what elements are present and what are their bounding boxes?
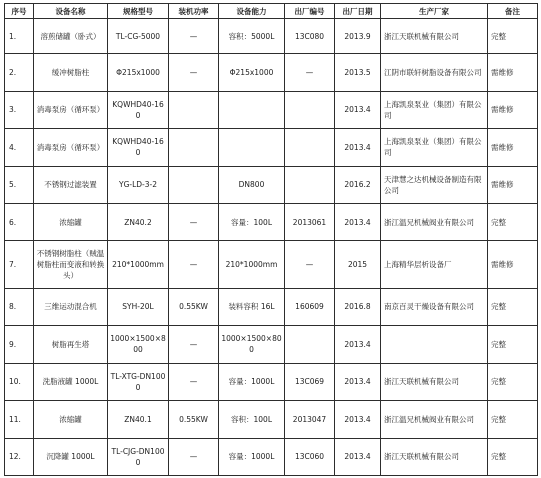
table-row [5, 438, 538, 475]
cell-note: 完整 [488, 19, 538, 54]
cell-note: 完整 [488, 438, 538, 475]
cell-serial: 13C060 [285, 438, 335, 475]
cell-maker: 浙江天联机械有限公司 [381, 363, 488, 400]
table-row [5, 401, 538, 438]
cell-model: 1000×1500×800 [108, 326, 169, 363]
cell-name: 消毒泵房（循环泵） [34, 129, 108, 166]
cell-seq: 7. [5, 241, 34, 288]
cell-capacity: 210*1000mm [219, 241, 285, 288]
cell-name: 三维运动混合机 [34, 288, 108, 325]
cell-seq: 4. [5, 129, 34, 166]
table-row [5, 288, 538, 325]
cell-maker [381, 326, 488, 363]
cell-note: 完整 [488, 363, 538, 400]
cell-power: — [169, 438, 219, 475]
cell-note: 完整 [488, 288, 538, 325]
cell-name: 洗脂液罐 1000L [34, 363, 108, 400]
cell-date: 2013.4 [335, 363, 381, 400]
cell-date: 2013.4 [335, 401, 381, 438]
cell-serial [285, 166, 335, 203]
cell-model: TL-XTG-DN1000 [108, 363, 169, 400]
cell-capacity: 容积：100L [219, 401, 285, 438]
table-header [5, 4, 538, 19]
cell-note: 需维修 [488, 129, 538, 166]
cell-seq: 9. [5, 326, 34, 363]
cell-seq: 10. [5, 363, 34, 400]
cell-serial: — [285, 54, 335, 91]
cell-date: 2013.4 [335, 129, 381, 166]
cell-date: 2013.5 [335, 54, 381, 91]
cell-date: 2016.8 [335, 288, 381, 325]
cell-seq: 2. [5, 54, 34, 91]
table-row [5, 363, 538, 400]
cell-power: — [169, 363, 219, 400]
cell-seq: 12. [5, 438, 34, 475]
cell-note: 完整 [488, 203, 538, 240]
cell-capacity: 装料容积 16L [219, 288, 285, 325]
cell-note: 完整 [488, 401, 538, 438]
cell-power: — [169, 326, 219, 363]
cell-serial: 2013061 [285, 203, 335, 240]
header-model: 规格型号 [108, 4, 169, 19]
header-row [5, 4, 538, 19]
cell-power: 0.55KW [169, 401, 219, 438]
cell-serial: — [285, 241, 335, 288]
cell-maker: 天津慧之达机械设备制造有限公司 [381, 166, 488, 203]
cell-power: — [169, 54, 219, 91]
cell-capacity: 容积：5000L [219, 19, 285, 54]
table-row [5, 91, 538, 128]
cell-model: Φ215x1000 [108, 54, 169, 91]
cell-name: 沉降罐 1000L [34, 438, 108, 475]
cell-seq: 11. [5, 401, 34, 438]
cell-date: 2013.4 [335, 203, 381, 240]
cell-maker: 浙江天联机械有限公司 [381, 438, 488, 475]
cell-power: — [169, 203, 219, 240]
header-note: 备注 [488, 4, 538, 19]
table-row [5, 129, 538, 166]
cell-name: 消毒泵房（循环泵） [34, 91, 108, 128]
cell-serial [285, 129, 335, 166]
cell-model: KQWHD40-160 [108, 129, 169, 166]
cell-power [169, 91, 219, 128]
cell-date: 2015 [335, 241, 381, 288]
cell-serial [285, 326, 335, 363]
cell-model: TL-CJG-DN1000 [108, 438, 169, 475]
cell-capacity: DN800 [219, 166, 285, 203]
table-row [5, 19, 538, 54]
cell-date: 2013.4 [335, 438, 381, 475]
table-row [5, 54, 538, 91]
cell-date: 2016.2 [335, 166, 381, 203]
cell-date: 2013.4 [335, 91, 381, 128]
cell-power: — [169, 241, 219, 288]
cell-maker: 江阴市联轩树脂设备有限公司 [381, 54, 488, 91]
cell-serial: 13C069 [285, 363, 335, 400]
table-row [5, 326, 538, 363]
cell-capacity: 容量：100L [219, 203, 285, 240]
table-row [5, 166, 538, 203]
cell-note: 需维修 [488, 241, 538, 288]
header-date: 出厂日期 [335, 4, 381, 19]
cell-capacity: Φ215x1000 [219, 54, 285, 91]
cell-power [169, 129, 219, 166]
cell-note: 需维修 [488, 54, 538, 91]
header-name: 设备名称 [34, 4, 108, 19]
table-body [5, 19, 538, 476]
table-row [5, 203, 538, 240]
cell-serial: 13C080 [285, 19, 335, 54]
cell-power [169, 166, 219, 203]
cell-note: 需维修 [488, 91, 538, 128]
cell-seq: 5. [5, 166, 34, 203]
cell-maker: 上海凯泉泵业（集团）有限公司 [381, 91, 488, 128]
cell-model: ZN40.2 [108, 203, 169, 240]
cell-capacity [219, 91, 285, 128]
header-capacity: 设备能力 [219, 4, 285, 19]
cell-maker: 浙江温兄机械阀业有限公司 [381, 203, 488, 240]
cell-date: 2013.9 [335, 19, 381, 54]
equipment-table [4, 3, 538, 476]
cell-seq: 6. [5, 203, 34, 240]
cell-seq: 1. [5, 19, 34, 54]
header-maker: 生产厂家 [381, 4, 488, 19]
cell-model: ZN40.1 [108, 401, 169, 438]
header-serial: 出厂编号 [285, 4, 335, 19]
cell-note: 完整 [488, 326, 538, 363]
table-row [5, 241, 538, 288]
cell-maker: 浙江天联机械有限公司 [381, 19, 488, 54]
cell-serial [285, 91, 335, 128]
cell-capacity [219, 129, 285, 166]
cell-date: 2013.4 [335, 326, 381, 363]
cell-name: 浓缩罐 [34, 203, 108, 240]
cell-name: 树脂再生塔 [34, 326, 108, 363]
header-power: 装机功率 [169, 4, 219, 19]
cell-power: 0.55KW [169, 288, 219, 325]
cell-serial: 160609 [285, 288, 335, 325]
cell-power: — [169, 19, 219, 54]
cell-model: YG-LD-3-2 [108, 166, 169, 203]
cell-maker: 浙江温兄机械阀业有限公司 [381, 401, 488, 438]
cell-model: 210*1000mm [108, 241, 169, 288]
cell-capacity: 1000×1500×800 [219, 326, 285, 363]
header-seq: 序号 [5, 4, 34, 19]
cell-maker: 上海凯泉泵业（集团）有限公司 [381, 129, 488, 166]
cell-seq: 8. [5, 288, 34, 325]
cell-name: 不锈钢树脂柱（贼温树脂柱而变液和转换头） [34, 241, 108, 288]
cell-capacity: 容量：1000L [219, 363, 285, 400]
cell-serial: 2013047 [285, 401, 335, 438]
cell-model: TL-CG-5000 [108, 19, 169, 54]
cell-name: 溶煎储罐（卧式） [34, 19, 108, 54]
cell-name: 浓缩罐 [34, 401, 108, 438]
cell-model: SYH-20L [108, 288, 169, 325]
cell-seq: 3. [5, 91, 34, 128]
cell-name: 缓冲树脂柱 [34, 54, 108, 91]
cell-name: 不锈钢过滤装置 [34, 166, 108, 203]
cell-capacity: 容量：1000L [219, 438, 285, 475]
cell-note: 需维修 [488, 166, 538, 203]
cell-maker: 上海精华层析设备厂 [381, 241, 488, 288]
cell-maker: 南京百灵干燥设备有限公司 [381, 288, 488, 325]
cell-model: KQWHD40-160 [108, 91, 169, 128]
